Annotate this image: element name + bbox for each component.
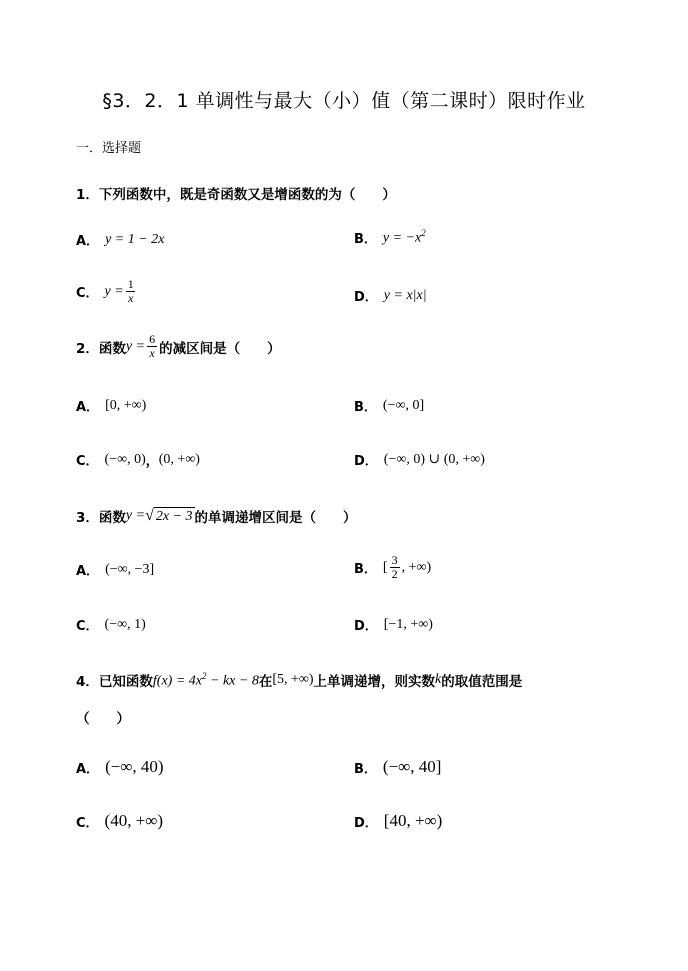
q4-option-c-expr: (40, +∞) bbox=[104, 811, 164, 830]
fraction-denominator: x bbox=[128, 291, 134, 305]
option-label: D． bbox=[354, 290, 378, 305]
q4-func-b: − kx − 8 bbox=[206, 673, 259, 689]
q1-option-d-expr: y = x|x| bbox=[383, 287, 427, 303]
option-label: C． bbox=[76, 619, 99, 634]
q2-option-a-expr: [0, +∞) bbox=[105, 397, 147, 413]
q3-option-c[interactable] bbox=[76, 615, 146, 634]
q4-interval: [5, +∞) bbox=[272, 672, 314, 687]
q4-option-c[interactable] bbox=[76, 811, 163, 831]
fraction-denominator: x bbox=[149, 346, 155, 360]
q4-k: k bbox=[435, 672, 442, 687]
fraction-numerator: 6 bbox=[149, 332, 156, 346]
option-label: A． bbox=[76, 564, 100, 579]
question-4-answer-paren: （ ） bbox=[76, 711, 130, 727]
option-label: C． bbox=[76, 286, 99, 301]
page-title: §3．2．1 单调性与最大（小）值（第二课时）限时作业 bbox=[102, 90, 586, 112]
q3-option-b-close: , +∞) bbox=[401, 559, 432, 575]
fraction-numerator: 3 bbox=[391, 553, 398, 567]
q4-option-b[interactable] bbox=[354, 757, 441, 777]
option-label: D． bbox=[354, 454, 378, 469]
q2-option-d-expr: (−∞, 0) ∪ (0, +∞) bbox=[383, 452, 485, 467]
q4-stem-mid: 在 bbox=[258, 674, 273, 690]
q4-func-a: f(x) = 4x bbox=[152, 673, 202, 689]
q3-option-b[interactable] bbox=[354, 554, 431, 581]
option-label: A． bbox=[76, 761, 100, 777]
question-3-stem bbox=[76, 506, 357, 526]
q2-option-c-separator: ， bbox=[145, 454, 159, 469]
q1-option-a-expr: y = 1 − 2x bbox=[105, 231, 165, 247]
sqrt-sign-icon: √ bbox=[145, 507, 154, 524]
question-2-stem bbox=[76, 333, 281, 360]
q3-stem-suffix: 的单调递增区间是（ ） bbox=[194, 510, 357, 526]
option-label: C． bbox=[76, 815, 99, 831]
q2-option-a[interactable] bbox=[76, 396, 146, 415]
q1-option-c[interactable] bbox=[76, 278, 138, 305]
option-label: D． bbox=[354, 815, 378, 831]
q1-option-c-prefix: y = bbox=[104, 283, 124, 299]
q1-option-a[interactable] bbox=[76, 230, 164, 249]
q4-option-b-expr: (−∞, 40] bbox=[382, 757, 442, 776]
option-label: B． bbox=[354, 232, 377, 247]
q2-option-c[interactable] bbox=[76, 450, 200, 469]
fraction-denominator: 2 bbox=[391, 567, 398, 581]
q2-option-b-expr: (−∞, 0] bbox=[382, 397, 425, 413]
q3-radicand: 2x − 3 bbox=[155, 509, 193, 524]
question-4-stem bbox=[76, 670, 522, 690]
q1-option-b-expr bbox=[383, 228, 426, 247]
q3-sqrt bbox=[145, 507, 194, 525]
q3-option-b-open: [ bbox=[382, 559, 388, 575]
option-label: B． bbox=[354, 400, 377, 415]
q2-option-c-expr2: (0, +∞) bbox=[158, 451, 200, 467]
q3-y-eq: y = bbox=[125, 508, 146, 523]
q2-option-c-expr1: (−∞, 0) bbox=[104, 451, 146, 467]
q2-fraction bbox=[147, 333, 157, 360]
q4-option-d-expr: [40, +∞) bbox=[383, 811, 443, 830]
q4-option-d[interactable] bbox=[354, 811, 442, 831]
question-1-stem: 1．下列函数中，既是奇函数又是增函数的为（ ） bbox=[76, 187, 396, 203]
q1-b-base: y = −x bbox=[382, 230, 422, 246]
q1-option-d[interactable] bbox=[354, 286, 427, 305]
q4-function bbox=[153, 671, 259, 690]
q1-option-b[interactable] bbox=[354, 228, 426, 247]
fraction-numerator: 1 bbox=[127, 277, 134, 291]
q3-option-b-fraction bbox=[390, 554, 400, 581]
q4-stem-mid2: 上单调递增，则实数 bbox=[313, 674, 436, 690]
q2-stem-suffix: 的减区间是（ ） bbox=[159, 340, 281, 357]
q2-y-eq: y = bbox=[125, 338, 146, 354]
option-label: B． bbox=[354, 562, 377, 577]
q4-stem-suffix: 的取值范围是 bbox=[441, 674, 523, 690]
q2-option-d[interactable] bbox=[354, 450, 485, 469]
option-label: A． bbox=[76, 234, 100, 249]
q4-option-a[interactable] bbox=[76, 757, 164, 777]
q4-stem-prefix: 4．已知函数 bbox=[76, 674, 153, 690]
q1-b-exp: 2 bbox=[421, 228, 426, 239]
option-label: A． bbox=[76, 400, 100, 415]
q2-stem-prefix: 2．函数 bbox=[76, 340, 126, 357]
option-label: D． bbox=[354, 619, 378, 634]
q3-option-d[interactable] bbox=[354, 615, 433, 634]
q3-option-c-expr: (−∞, 1) bbox=[104, 616, 146, 632]
q3-option-d-expr: [−1, +∞) bbox=[383, 616, 433, 632]
section-heading: 一．选择题 bbox=[76, 141, 142, 156]
q4-option-a-expr: (−∞, 40) bbox=[105, 757, 164, 776]
q3-option-a-expr: (−∞, −3] bbox=[105, 561, 155, 577]
option-label: C． bbox=[76, 454, 99, 469]
q3-stem-prefix: 3．函数 bbox=[76, 510, 126, 526]
q4-func-exp: 2 bbox=[202, 670, 207, 681]
q1-option-c-fraction bbox=[126, 278, 136, 305]
q3-option-a[interactable] bbox=[76, 560, 154, 579]
q2-option-b[interactable] bbox=[354, 396, 424, 415]
option-label: B． bbox=[354, 761, 377, 777]
